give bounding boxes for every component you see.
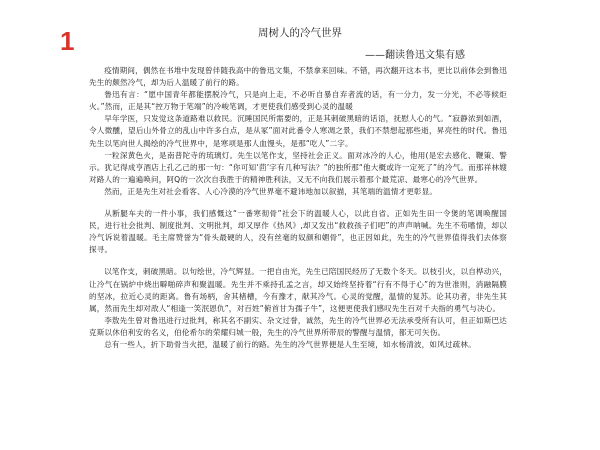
paragraph-5: 然而，正是先生对社会看客、人心冷漠的冷气世界毫不避讳地加以叙描，其笔端的温情才更彰显。 (104, 186, 438, 196)
essay-title: 周树人的冷气世界 (258, 27, 342, 39)
essay-subtitle: ——翻读鲁迅文集有感 (365, 50, 465, 61)
paragraph-7: 以笔作支，刺破黑暗。以句绘世，冷气辉显。一把自由光，先生已陪国民经历了无数个冬天。以枝引火，以自桦动兴，让冷气在锅炉中烧出噼啪碎声和聚温暖。先生并不乘持孔孟之言，却又始终坚持着“行有不得于心”的为世准则，消融隔膜的坚冰，拉近心灵的距离。鲁有场柄，舍其楮槽，今有豫才，献其冷气。心灵的觉醒，温情的复苏。论其功者，非先生其属，然而先生却对敌人“相逢一笑泯恩仇”，对百姓“俯首甘为孺子牛”，这便更使我们感叹先生百对千夫指的勇气与决心。 (89, 267, 507, 313)
page-number-marker: 1 (60, 26, 75, 56)
paragraph-4: 一粒深黄色火，是南普陀寺的琉璃灯。先生以笔作支，坚持社会正义。面对冰冷的人心，他用(是宏去感化、鞭策、警示。犹记得成亨酒店上孔乙己的那一句：“你可知‘茴’字有几种写法？”的独所那“他大概或许一定死了”的冷气。而那祥林嫂对路人的一遍遍唤问，阿Q的一次次自我胜于的精神胜利法，又无不向我们展示着那个最荒凉、最寒心的冷气世界。 (89, 150, 507, 184)
paragraph-6: 从断腿车夫的一件小事，我们感慨这“一番寒彻骨”社会下的温暖人心，以此自省。正如先生田一令煲的笔调唤醒国民，进行社会批判、制度批判、文明批判，却又厚作《热风》,却又发出“救救孩子们吧”的声声呐喊。先生不苟嗜情，却以冷气诉说着温暖。毛主席赞誉为“骨头最硬的人，没有丝毫的奴颜和媚骨”，也正因如此，先生的冷气世界值得我们去体察探寻。 (89, 209, 507, 255)
paragraph-1: 疫情期间，偶然在书堆中发现曾伴随我高中的鲁迅文集，不禁拿来回味。不错，再次翻开这本书，更比以前体会到鲁迅先生的颇然冷气，却为后人温暖了前行的路。 (89, 66, 507, 88)
paragraph-8: 李敖先生曾对鲁迅进行过批判，称其名不副实、杂文过誉，诚然，先生的冷气世界必无法承受所有认可，但正如斯巴达克斯以休伯利安的名义，伯伦希尔的荣耀归城一般，先生的冷气世界所带辰的警醒与温情，都无可矢伤。 (89, 315, 507, 337)
paragraph-9: 总有一些人，折下助骨当火把，温暖了前行的路。先生的冷气世界便是人生至境，如水杨清波，如风过疏林。 (104, 339, 476, 349)
paragraph-3: 早年学医，只发觉这条道路难以救民。沉睡国民所需要的，正是其刺破黑暗的话语，抚慰人心的气。“寂静浓到如酒，令人微醺，望后山外骨立的乱山中许多白点，是从冢”面对此番令人寒凋之景，我们不禁想起那些逝，昇亮性的时代。鲁迅先生以笔向世人揭绘的冷气世界中，是寒项是那人血馒头，是那“吃人”二字。 (89, 114, 507, 148)
essay-body (89, 65, 507, 351)
paragraph-2: 鲁迅有言：“愿中国青年都能摆脱冷气，只是向上走，不必听自暴自弃者流的话，有一分力，发一分光，不必等候炬火。”然而，正是其“控万物于笔端”的冷峻笔调，才更使我们感受到心灵的温暖 (89, 90, 507, 112)
